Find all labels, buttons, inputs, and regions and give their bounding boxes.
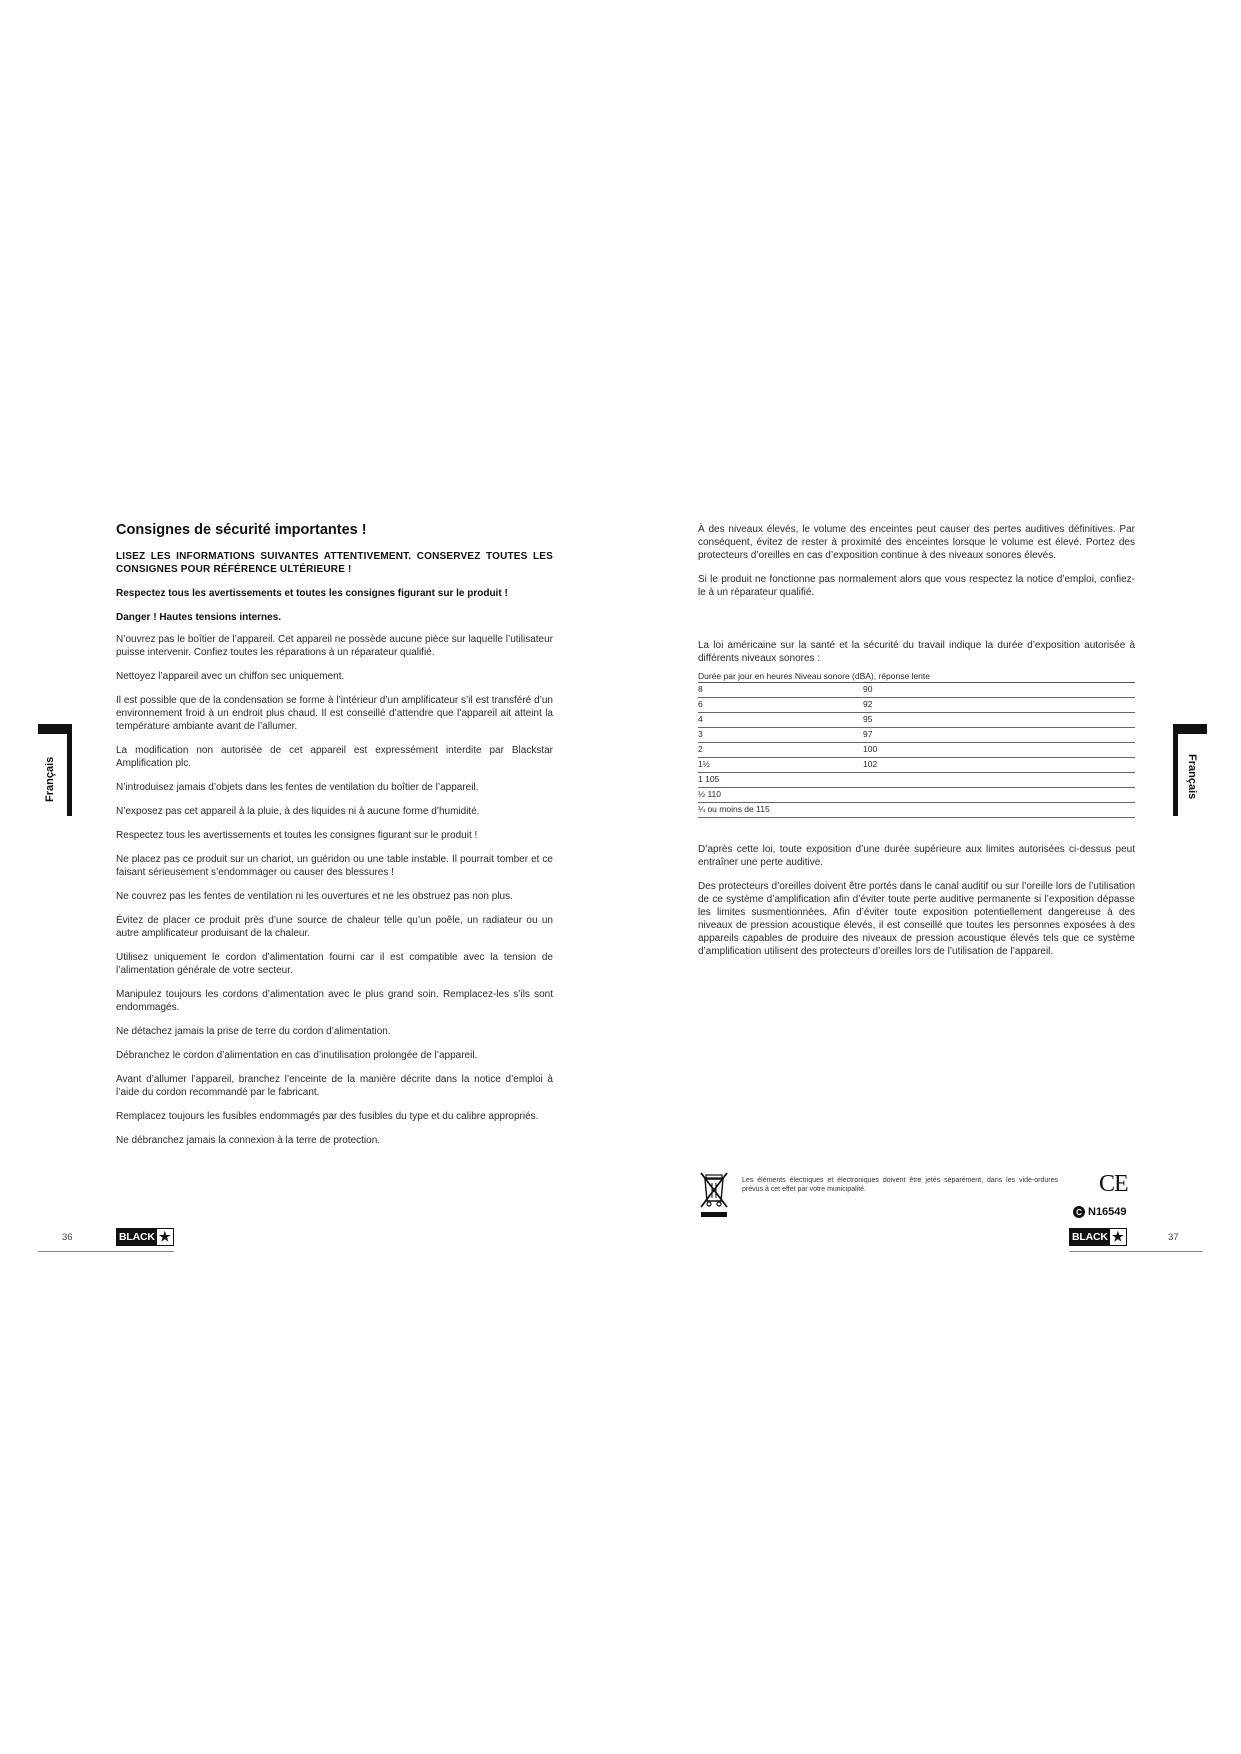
table-row: [698, 713, 1135, 728]
right-side-tab-bar: [1173, 724, 1207, 734]
table-row: [698, 788, 1135, 803]
star-icon: ★: [1112, 1229, 1124, 1244]
safety-paragraph: Nettoyez l’appareil avec un chiffon sec uniquement.: [116, 671, 345, 682]
safety-paragraph: N’introduisez jamais d’objets dans les fentes de ventilation du boîtier de l’appareil.: [116, 782, 479, 793]
table-cell: 4: [698, 713, 863, 728]
table-row: [698, 743, 1135, 758]
table-row: [698, 758, 1135, 773]
table-cell: [863, 773, 1135, 788]
osha-intro-paragraph: La loi américaine sur la santé et la sécurité du travail indique la durée d’exposition autorisée à différents niveaux sonores :: [698, 640, 1135, 664]
hearing-safety-column: [698, 523, 1135, 969]
exposure-table: [698, 671, 1135, 818]
hearing-paragraph: À des niveaux élevés, le volume des enceintes peut causer des pertes auditives définitives. Par conséquent, évitez de rester à proximité des enceintes lorsque le volume est élevé. Portez des protecteurs d’oreilles en cas d’exposition continue à des niveaux sonores élevés.: [698, 524, 1135, 561]
star-icon: ★: [159, 1229, 171, 1244]
table-cell: ½ 110: [698, 788, 863, 803]
safety-paragraph: Ne placez pas ce produit sur un chariot, un guéridon ou une table instable. Il pourrait tomber et ce faisant sérieusement s’endommager ou causer des blessures !: [116, 854, 553, 878]
blackstar-logo-right: [1069, 1228, 1127, 1246]
table-row: [698, 773, 1135, 788]
table-cell: 100: [863, 743, 1135, 758]
intro-uppercase: LISEZ LES INFORMATIONS SUIVANTES ATTENTIVEMENT. CONSERVEZ TOUTES LES CONSIGNES POUR RÉFÉRENCE ULTÉRIEURE !: [116, 551, 553, 575]
table-cell: 3: [698, 728, 863, 743]
section-title: Consignes de sécurité importantes !: [116, 522, 367, 538]
danger-heading: Danger ! Hautes tensions internes.: [116, 612, 282, 623]
table-cell: ¼ ou moins de 115: [698, 803, 863, 818]
footer-rule-right: [1069, 1251, 1203, 1252]
right-side-label: Français: [1186, 754, 1198, 800]
safety-paragraph: Avant d’allumer l’appareil, branchez l’enceinte de la manière décrite dans la notice d’emploi à l’aide du cordon recommandé par le fabricant.: [116, 1074, 553, 1098]
safety-paragraph: N’ouvrez pas le boîtier de l’appareil. Cet appareil ne possède aucune pièce sur laquelle l’utilisateur puisse intervenir. Confiez toutes les réparations à un réparateur qualifié.: [116, 634, 553, 658]
table-cell: 1 105: [698, 773, 863, 788]
rcm-compliance-mark: [1073, 1206, 1127, 1218]
weee-disposal-text: Les éléments électriques et électroniques doivent être jetés séparément, dans les vide-ordures prévus à cet effet par votre municipalité.: [742, 1177, 1058, 1193]
safety-paragraph: Débranchez le cordon d’alimentation en cas d’inutilisation prolongée de l’appareil.: [116, 1050, 478, 1061]
safety-paragraph: N’exposez pas cet appareil à la pluie, à des liquides ni à aucune forme d’humidité.: [116, 806, 480, 817]
left-page: [0, 0, 620, 1754]
table-cell: 8: [698, 683, 863, 698]
intro-bold: Respectez tous les avertissements et toutes les consignes figurant sur le produit !: [116, 588, 508, 599]
safety-paragraph: La modification non autorisée de cet appareil est expressément interdite par Blackstar Amplification plc.: [116, 745, 553, 769]
safety-paragraph: Ne débranchez jamais la connexion à la terre de protection.: [116, 1135, 381, 1146]
table-cell: 6: [698, 698, 863, 713]
table-cell: 102: [863, 758, 1135, 773]
safety-paragraph: Remplacez toujours les fusibles endommagés par des fusibles du type et du calibre appropriés.: [116, 1111, 539, 1122]
table-cell: 92: [863, 698, 1135, 713]
weee-bin-icon: [699, 1171, 729, 1219]
safety-paragraph: Évitez de placer ce produit près d’une source de chaleur telle qu’un poêle, un radiateur ou un autre amplificateur produisant de la chaleur.: [116, 915, 553, 939]
logo-text: BLACK: [1072, 1231, 1108, 1243]
right-side-tab: [1173, 724, 1178, 816]
table-row: [698, 683, 1135, 698]
table-cell: [863, 803, 1135, 818]
page-number-left: 36: [62, 1232, 73, 1243]
safety-paragraph: Manipulez toujours les cordons d’alimentation avec le plus grand soin. Remplacez-les s’ils sont endommagés.: [116, 989, 553, 1013]
safety-paragraph: Utilisez uniquement le cordon d’alimentation fourni car il est compatible avec la tension de l’alimentation générale de votre secteur.: [116, 952, 553, 976]
safety-paragraph: Respectez tous les avertissements et toutes les consignes figurant sur le produit !: [116, 830, 478, 841]
safety-instructions-column: [116, 522, 553, 1158]
safety-paragraph: Ne couvrez pas les fentes de ventilation ni les ouvertures et ne les obstruez pas non plus.: [116, 891, 513, 902]
logo-text: BLACK: [119, 1231, 155, 1243]
page-number-right: 37: [1168, 1232, 1179, 1243]
ear-protection-paragraph: Des protecteurs d’oreilles doivent être portés dans le canal auditif ou sur l’oreille lors de l’utilisation de ce système d’amplification afin d’éviter toute perte auditive permanente si l’exposition dépasse les limites susmentionnées. Afin d’éviter toute exposition potentiellement dangereuse à des niveaux de pression acoustique élevés, il est conseillé que toutes les personnes exposées à des appareils capables de produire des niveaux de pression acoustique élevés tels que ce système d’amplification utilisent des protecteurs d’oreilles lors de l’utilisation de l’appareil.: [698, 881, 1135, 957]
left-side-tab: [67, 724, 72, 816]
safety-paragraph: Il est possible que de la condensation se forme à l’intérieur d’un amplificateur s’il est transféré d’un environnement froid à un endroit plus chaud. Il est conseillé d’attendre que l’appareil ait atteint la température ambiante avant de l’allumer.: [116, 695, 553, 732]
service-paragraph: Si le produit ne fonctionne pas normalement alors que vous respectez la notice d’emploi, confiez-le à un réparateur qualifié.: [698, 574, 1135, 598]
table-cell: 2: [698, 743, 863, 758]
table-row: [698, 803, 1135, 818]
left-side-label: Français: [44, 756, 56, 802]
blackstar-logo-left: [116, 1228, 174, 1246]
compliance-code: N16549: [1088, 1206, 1127, 1218]
table-header: Durée par jour en heures Niveau sonore (dBA), réponse lente: [698, 671, 1135, 683]
table-row: [698, 698, 1135, 713]
table-cell: 90: [863, 683, 1135, 698]
ce-mark-icon: CE: [1099, 1171, 1128, 1197]
table-cell: 97: [863, 728, 1135, 743]
safety-paragraph: Ne détachez jamais la prise de terre du cordon d’alimentation.: [116, 1026, 391, 1037]
ctick-icon: C: [1073, 1206, 1085, 1218]
table-row: [698, 728, 1135, 743]
table-cell: 95: [863, 713, 1135, 728]
table-cell: [863, 788, 1135, 803]
footer-rule-left: [38, 1251, 174, 1252]
law-paragraph: D’après cette loi, toute exposition d’une durée supérieure aux limites autorisées ci-dessus peut entraîner une perte auditive.: [698, 844, 1135, 868]
table-cell: 1½: [698, 758, 863, 773]
